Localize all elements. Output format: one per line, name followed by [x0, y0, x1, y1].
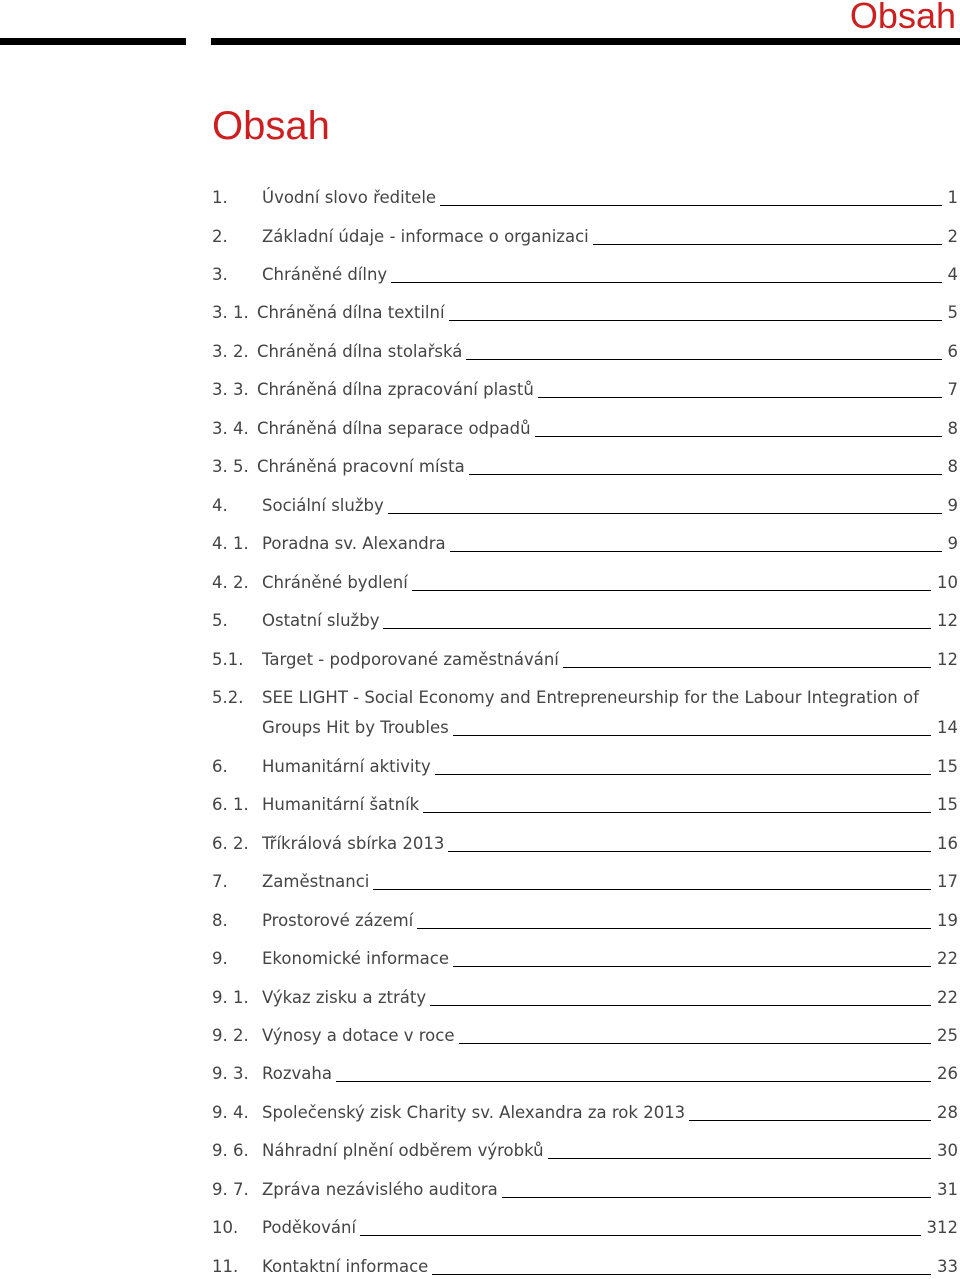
toc-page-number: 8 — [947, 419, 958, 438]
toc-leader-line — [593, 244, 942, 245]
toc-entry-number: 3. 1. — [212, 303, 249, 322]
toc-entry[interactable] — [212, 532, 958, 556]
toc-entry[interactable] — [212, 1139, 958, 1163]
toc-entry-label: Ostatní služby — [262, 611, 380, 630]
header-title: Obsah — [849, 0, 956, 36]
toc-page-number: 12 — [937, 611, 958, 630]
toc-entry-number: 3. 3. — [212, 380, 249, 399]
toc-entry-line — [262, 225, 958, 249]
toc-entry-number: 3. — [212, 265, 228, 284]
toc-entry-number: 6. — [212, 757, 228, 776]
toc-entry-number: 9. 4. — [212, 1103, 249, 1122]
toc-entry-label: Základní údaje - informace o organizaci — [262, 227, 589, 246]
toc-entry-label: Poradna sv. Alexandra — [262, 534, 446, 553]
toc-page-number: 8 — [947, 457, 958, 476]
toc-leader-line — [453, 735, 931, 736]
toc-entry[interactable] — [212, 263, 958, 287]
toc-entry-line — [257, 417, 958, 441]
toc-leader-line — [453, 966, 931, 967]
toc-entry[interactable] — [212, 793, 958, 817]
toc-page-number: 22 — [937, 949, 958, 968]
toc-page-number: 1 — [947, 188, 958, 207]
toc-entry-label: Chráněná dílna textilní — [257, 303, 445, 322]
toc-entry-line — [262, 609, 958, 633]
toc-entry-line — [257, 301, 958, 325]
toc-entry[interactable] — [212, 832, 958, 856]
toc-entry-label: Tříkrálová sbírka 2013 — [262, 834, 445, 853]
toc-entry[interactable] — [212, 947, 958, 971]
toc-entry[interactable] — [212, 455, 958, 479]
toc-entry-line — [262, 793, 958, 817]
toc-entry[interactable] — [212, 301, 958, 325]
toc-entry-label: Rozvaha — [262, 1064, 332, 1083]
page-title: Obsah — [212, 104, 330, 148]
toc-leader-line — [388, 513, 942, 514]
toc-entry[interactable] — [212, 494, 958, 518]
toc-entry-line — [257, 455, 958, 479]
toc-entry-number: 5.1. — [212, 650, 244, 669]
toc-page-number: 6 — [947, 342, 958, 361]
toc-entry-line — [262, 186, 958, 210]
toc-entry-label: Humanitární aktivity — [262, 757, 431, 776]
toc-entry-number: 9. 2. — [212, 1026, 249, 1045]
toc-leader-line — [449, 320, 942, 321]
toc-entry-line — [262, 755, 958, 779]
toc-entry-label: Chráněné bydlení — [262, 573, 408, 592]
toc-entry[interactable] — [212, 1216, 958, 1240]
toc-leader-line — [412, 590, 931, 591]
toc-leader-line — [469, 474, 942, 475]
toc-page-number: 26 — [937, 1064, 958, 1083]
toc-entry-label: Zaměstnanci — [262, 872, 370, 891]
toc-entry-number: 10. — [212, 1218, 239, 1237]
toc-entry-label: Chráněná pracovní místa — [257, 457, 465, 476]
toc-entry-line — [257, 378, 958, 402]
toc-leader-line — [435, 774, 931, 775]
toc-entry-number: 4. — [212, 496, 228, 515]
toc-page-number: 22 — [937, 988, 958, 1007]
toc-page-number: 15 — [937, 795, 958, 814]
toc-entry-line — [262, 1178, 958, 1202]
toc-entry[interactable] — [212, 1062, 958, 1086]
toc-entry[interactable] — [212, 1101, 958, 1125]
toc-entry-number: 11. — [212, 1257, 239, 1276]
toc-page-number: 30 — [937, 1141, 958, 1160]
toc-page-number: 19 — [937, 911, 958, 930]
toc-leader-line — [373, 889, 931, 890]
toc-leader-line — [430, 1005, 931, 1006]
toc-leader-line — [548, 1158, 931, 1159]
toc-entry-label: Sociální služby — [262, 496, 384, 515]
toc-page-number: 31 — [937, 1180, 958, 1199]
toc-entry-label: Chráněné dílny — [262, 265, 388, 284]
toc-leader-line — [466, 359, 941, 360]
toc-page-number: 15 — [937, 757, 958, 776]
toc-entry-line — [262, 263, 958, 287]
toc-entry-line — [262, 947, 958, 971]
toc-entry-label: Ekonomické informace — [262, 949, 449, 968]
toc-entry-line — [262, 1216, 958, 1240]
toc-leader-line — [563, 667, 931, 668]
toc-page-number: 12 — [937, 650, 958, 669]
toc-entry-line — [262, 870, 958, 894]
toc-leader-line — [502, 1197, 931, 1198]
toc-entry-label: Poděkování — [262, 1218, 357, 1237]
toc-leader-line — [538, 397, 942, 398]
toc-entry[interactable] — [212, 378, 958, 402]
toc-page-number: 7 — [947, 380, 958, 399]
toc-page-number: 16 — [937, 834, 958, 853]
toc-entry[interactable] — [212, 186, 958, 210]
toc-entry[interactable] — [212, 1024, 958, 1048]
toc-entry-line — [262, 1139, 958, 1163]
toc-entry-line — [262, 1101, 958, 1125]
toc-entry[interactable] — [212, 870, 958, 894]
toc-page-number: 9 — [947, 496, 958, 515]
toc-leader-line — [448, 851, 931, 852]
toc-entry-number: 6. 1. — [212, 795, 249, 814]
toc-entry-number: 9. 3. — [212, 1064, 249, 1083]
toc-page-number: 28 — [937, 1103, 958, 1122]
toc-page-number: 25 — [937, 1026, 958, 1045]
toc-entry-line — [262, 648, 958, 672]
toc-entry-number: 5.2. — [212, 688, 244, 707]
toc-entry-label: SEE LIGHT - Social Economy and Entrepreneurship for the Labour Integration of — [262, 688, 919, 707]
header-rule-left — [0, 38, 186, 45]
toc-entry-line — [262, 1062, 958, 1086]
toc-entry-label: Chráněná dílna separace odpadů — [257, 419, 531, 438]
toc-entry[interactable] — [212, 225, 958, 249]
toc-leader-line — [336, 1081, 931, 1082]
toc-page-number: 14 — [937, 718, 958, 737]
toc-entry[interactable] — [212, 1255, 958, 1279]
toc-entry-label: Úvodní slovo ředitele — [262, 188, 437, 207]
toc-entry-label: Chráněná dílna zpracování plastů — [257, 380, 534, 399]
toc-entry-label: Zpráva nezávislého auditora — [262, 1180, 498, 1199]
toc-entry-line — [262, 494, 958, 518]
toc-entry[interactable] — [212, 571, 958, 595]
toc-leader-line — [423, 812, 931, 813]
toc-leader-line — [417, 928, 931, 929]
toc-entry-line — [262, 909, 958, 933]
toc-entry-number: 2. — [212, 227, 228, 246]
toc-entry-number: 7. — [212, 872, 228, 891]
toc-entry-number: 8. — [212, 911, 228, 930]
toc-entry[interactable] — [212, 755, 958, 779]
toc-entry-number: 3. 5. — [212, 457, 249, 476]
toc-leader-line — [535, 436, 942, 437]
toc-entry-line — [262, 716, 958, 740]
toc-entry-label: Humanitární šatník — [262, 795, 420, 814]
toc-entry-number: 4. 1. — [212, 534, 249, 553]
toc-entry-number: 3. 4. — [212, 419, 249, 438]
toc-leader-line — [459, 1043, 932, 1044]
toc-entry[interactable] — [212, 909, 958, 933]
toc-leader-line — [689, 1120, 931, 1121]
toc-leader-line — [360, 1235, 920, 1236]
toc-entry-line — [262, 986, 958, 1010]
toc-page-number: 2 — [947, 227, 958, 246]
toc-entry-number: 1. — [212, 188, 228, 207]
toc-entry-number: 4. 2. — [212, 573, 249, 592]
toc-entry-number: 9. 6. — [212, 1141, 249, 1160]
toc-leader-line — [432, 1274, 931, 1275]
toc-entry[interactable] — [212, 648, 958, 672]
toc-entry-line — [262, 532, 958, 556]
toc-entry-line — [262, 1255, 958, 1279]
toc-entry-number: 9. — [212, 949, 228, 968]
toc-entry[interactable] — [212, 340, 958, 364]
toc-leader-line — [450, 551, 942, 552]
toc-entry[interactable] — [212, 609, 958, 633]
toc-entry-label: Kontaktní informace — [262, 1257, 429, 1276]
toc-entry-label: Target - podporované zaměstnávání — [262, 650, 559, 669]
toc-entry-label: Společenský zisk Charity sv. Alexandra za rok 2013 — [262, 1103, 686, 1122]
toc-entry[interactable] — [212, 986, 958, 1010]
toc-entry-line — [262, 1024, 958, 1048]
toc-entry-label: Náhradní plnění odběrem výrobků — [262, 1141, 544, 1160]
toc-page-number: 5 — [947, 303, 958, 322]
toc-entry-label: Chráněná dílna stolařská — [257, 342, 463, 361]
toc-page-number: 312 — [926, 1218, 958, 1237]
toc-page-number: 4 — [947, 265, 958, 284]
toc-entry-number: 9. 1. — [212, 988, 249, 1007]
toc-entry-line — [262, 832, 958, 856]
toc-entry-label-continued: Groups Hit by Troubles — [262, 718, 449, 737]
toc-entry-line — [257, 340, 958, 364]
toc-entry-number: 3. 2. — [212, 342, 249, 361]
toc-leader-line — [440, 205, 941, 206]
header-rule-right — [211, 38, 960, 45]
toc-entry-label: Prostorové zázemí — [262, 911, 414, 930]
toc-page-number: 33 — [937, 1257, 958, 1276]
toc-entry-number: 5. — [212, 611, 228, 630]
toc-entry[interactable] — [212, 1178, 958, 1202]
toc-entry-number: 6. 2. — [212, 834, 249, 853]
toc-entry[interactable] — [212, 686, 958, 740]
toc-entry-line — [262, 571, 958, 595]
toc-entry-label: Výnosy a dotace v roce — [262, 1026, 455, 1045]
toc-leader-line — [391, 282, 941, 283]
toc-page-number: 10 — [937, 573, 958, 592]
toc-entry-number: 9. 7. — [212, 1180, 249, 1199]
toc-leader-line — [383, 628, 931, 629]
toc-entry[interactable] — [212, 417, 958, 441]
toc-page-number: 17 — [937, 872, 958, 891]
toc-entry-label: Výkaz zisku a ztráty — [262, 988, 427, 1007]
toc-page-number: 9 — [947, 534, 958, 553]
